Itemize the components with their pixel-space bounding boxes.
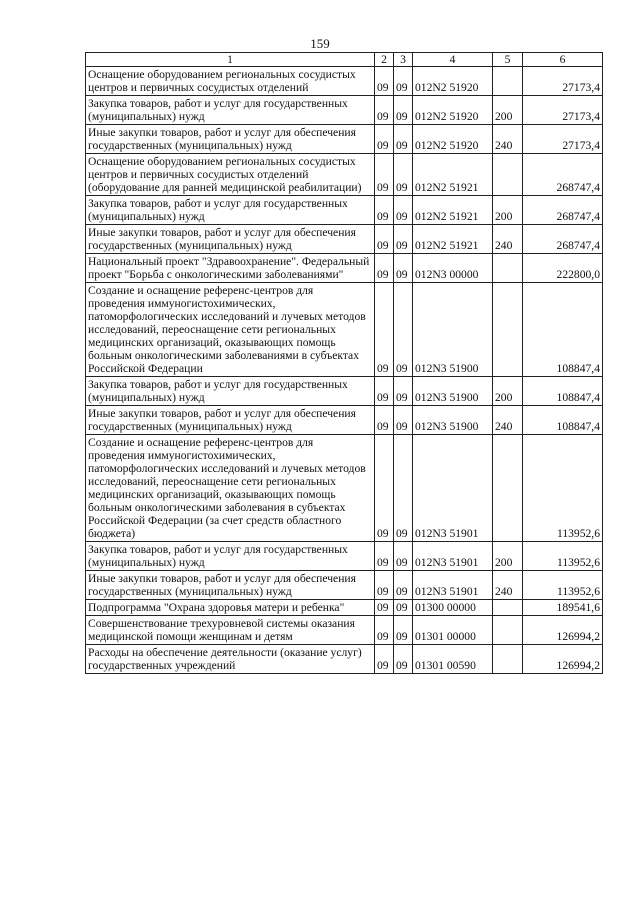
- row-amount-cell: 113952,6: [523, 542, 603, 571]
- row-section-cell: 09: [375, 125, 394, 154]
- table-row: [86, 125, 603, 154]
- row-subsection-cell: 09: [394, 435, 413, 542]
- row-target-article-cell: 012N3 51900: [413, 283, 493, 377]
- row-section-cell: 09: [375, 571, 394, 600]
- row-amount-cell: 189541,6: [523, 600, 603, 616]
- row-subsection-cell: 09: [394, 542, 413, 571]
- row-expense-type-cell: 240: [493, 406, 523, 435]
- row-expense-type-cell: 200: [493, 196, 523, 225]
- budget-table: [85, 52, 603, 674]
- row-amount-cell: 108847,4: [523, 406, 603, 435]
- table-row: [86, 600, 603, 616]
- row-target-article-cell: 012N2 51921: [413, 154, 493, 196]
- table-row: [86, 196, 603, 225]
- row-name-cell: Иные закупки товаров, работ и услуг для обеспечения государственных (муниципальных) нужд: [86, 571, 375, 600]
- row-expense-type-cell: [493, 283, 523, 377]
- row-subsection-cell: 09: [394, 377, 413, 406]
- row-target-article-cell: 012N2 51920: [413, 125, 493, 154]
- row-amount-cell: 126994,2: [523, 616, 603, 645]
- row-target-article-cell: 01301 00590: [413, 645, 493, 674]
- row-amount-cell: 108847,4: [523, 283, 603, 377]
- row-expense-type-cell: [493, 67, 523, 96]
- row-name-cell: Закупка товаров, работ и услуг для государственных (муниципальных) нужд: [86, 96, 375, 125]
- row-subsection-cell: 09: [394, 645, 413, 674]
- row-amount-cell: 222800,0: [523, 254, 603, 283]
- row-target-article-cell: 012N2 51921: [413, 196, 493, 225]
- row-expense-type-cell: 240: [493, 225, 523, 254]
- row-amount-cell: 113952,6: [523, 435, 603, 542]
- row-subsection-cell: 09: [394, 67, 413, 96]
- row-target-article-cell: 012N3 00000: [413, 254, 493, 283]
- row-subsection-cell: 09: [394, 600, 413, 616]
- row-expense-type-cell: 200: [493, 96, 523, 125]
- row-amount-cell: 27173,4: [523, 125, 603, 154]
- row-amount-cell: 268747,4: [523, 196, 603, 225]
- row-section-cell: 09: [375, 67, 394, 96]
- row-section-cell: 09: [375, 645, 394, 674]
- column-header-6: 6: [523, 53, 603, 67]
- table-row: [86, 435, 603, 542]
- table-row: [86, 283, 603, 377]
- row-expense-type-cell: 240: [493, 571, 523, 600]
- row-name-cell: Закупка товаров, работ и услуг для государственных (муниципальных) нужд: [86, 377, 375, 406]
- row-name-cell: Создание и оснащение референс-центров для проведения иммуногистохимических, патоморфологических исследований и лучевых методов исследований, переоснащение сети региональных медицинских организаций, оказывающих помощь больным онкологическими заболеваниями в субъектах Российской Федерации: [86, 283, 375, 377]
- row-target-article-cell: 01300 00000: [413, 600, 493, 616]
- row-expense-type-cell: 200: [493, 377, 523, 406]
- row-target-article-cell: 012N3 51901: [413, 571, 493, 600]
- row-target-article-cell: 012N2 51921: [413, 225, 493, 254]
- row-target-article-cell: 012N3 51901: [413, 435, 493, 542]
- row-name-cell: Создание и оснащение референс-центров для проведения иммуногистохимических, патоморфологических исследований и лучевых методов исследований, переоснащение сети региональных медицинских организаций, оказывающих помощь больным онкологическими заболевания в субъектах Российской Федерации (за счет средств областного бюджета): [86, 435, 375, 542]
- row-section-cell: 09: [375, 254, 394, 283]
- row-name-cell: Иные закупки товаров, работ и услуг для обеспечения государственных (муниципальных) нужд: [86, 125, 375, 154]
- row-expense-type-cell: [493, 254, 523, 283]
- row-name-cell: Иные закупки товаров, работ и услуг для обеспечения государственных (муниципальных) нужд: [86, 225, 375, 254]
- row-section-cell: 09: [375, 196, 394, 225]
- row-name-cell: Подпрограмма "Охрана здоровья матери и ребенка": [86, 600, 375, 616]
- table-row: [86, 225, 603, 254]
- row-amount-cell: 268747,4: [523, 154, 603, 196]
- row-name-cell: Иные закупки товаров, работ и услуг для обеспечения государственных (муниципальных) нужд: [86, 406, 375, 435]
- row-subsection-cell: 09: [394, 616, 413, 645]
- row-amount-cell: 27173,4: [523, 96, 603, 125]
- row-amount-cell: 268747,4: [523, 225, 603, 254]
- row-target-article-cell: 012N3 51901: [413, 542, 493, 571]
- table-row: [86, 254, 603, 283]
- row-section-cell: 09: [375, 154, 394, 196]
- row-target-article-cell: 012N2 51920: [413, 96, 493, 125]
- row-expense-type-cell: [493, 435, 523, 542]
- row-section-cell: 09: [375, 600, 394, 616]
- row-subsection-cell: 09: [394, 96, 413, 125]
- row-section-cell: 09: [375, 616, 394, 645]
- row-amount-cell: 113952,6: [523, 571, 603, 600]
- row-expense-type-cell: [493, 645, 523, 674]
- row-name-cell: Оснащение оборудованием региональных сосудистых центров и первичных сосудистых отделений: [86, 67, 375, 96]
- row-subsection-cell: 09: [394, 125, 413, 154]
- column-header-4: 4: [413, 53, 493, 67]
- row-subsection-cell: 09: [394, 196, 413, 225]
- row-subsection-cell: 09: [394, 254, 413, 283]
- table-row: [86, 96, 603, 125]
- row-amount-cell: 126994,2: [523, 645, 603, 674]
- row-subsection-cell: 09: [394, 571, 413, 600]
- row-name-cell: Закупка товаров, работ и услуг для государственных (муниципальных) нужд: [86, 542, 375, 571]
- row-expense-type-cell: 240: [493, 125, 523, 154]
- column-header-1: 1: [86, 53, 375, 67]
- row-expense-type-cell: [493, 154, 523, 196]
- row-subsection-cell: 09: [394, 283, 413, 377]
- column-header-3: 3: [394, 53, 413, 67]
- row-name-cell: Оснащение оборудованием региональных сосудистых центров и первичных сосудистых отделений (оборудование для ранней медицинской реабилитации): [86, 154, 375, 196]
- table-row: [86, 616, 603, 645]
- page-number: 159: [310, 36, 330, 51]
- row-section-cell: 09: [375, 283, 394, 377]
- row-target-article-cell: 012N3 51900: [413, 406, 493, 435]
- row-amount-cell: 108847,4: [523, 377, 603, 406]
- row-target-article-cell: 012N3 51900: [413, 377, 493, 406]
- column-header-2: 2: [375, 53, 394, 67]
- table-row: [86, 154, 603, 196]
- row-expense-type-cell: [493, 616, 523, 645]
- row-name-cell: Национальный проект "Здравоохранение". Федеральный проект "Борьба с онкологическими заболеваниями": [86, 254, 375, 283]
- row-amount-cell: 27173,4: [523, 67, 603, 96]
- row-target-article-cell: 012N2 51920: [413, 67, 493, 96]
- row-subsection-cell: 09: [394, 154, 413, 196]
- row-section-cell: 09: [375, 377, 394, 406]
- row-target-article-cell: 01301 00000: [413, 616, 493, 645]
- column-header-5: 5: [493, 53, 523, 67]
- table-row: [86, 377, 603, 406]
- table-row: [86, 645, 603, 674]
- row-name-cell: Расходы на обеспечение деятельности (оказание услуг) государственных учреждений: [86, 645, 375, 674]
- row-name-cell: Закупка товаров, работ и услуг для государственных (муниципальных) нужд: [86, 196, 375, 225]
- table-row: [86, 571, 603, 600]
- row-section-cell: 09: [375, 406, 394, 435]
- row-name-cell: Совершенствование трехуровневой системы оказания медицинской помощи женщинам и детям: [86, 616, 375, 645]
- row-subsection-cell: 09: [394, 406, 413, 435]
- table-row: [86, 67, 603, 96]
- table-row: [86, 542, 603, 571]
- row-section-cell: 09: [375, 225, 394, 254]
- table-row: [86, 406, 603, 435]
- row-section-cell: 09: [375, 542, 394, 571]
- row-subsection-cell: 09: [394, 225, 413, 254]
- row-section-cell: 09: [375, 96, 394, 125]
- row-expense-type-cell: 200: [493, 542, 523, 571]
- row-expense-type-cell: [493, 600, 523, 616]
- table-header-row: [86, 53, 603, 67]
- row-section-cell: 09: [375, 435, 394, 542]
